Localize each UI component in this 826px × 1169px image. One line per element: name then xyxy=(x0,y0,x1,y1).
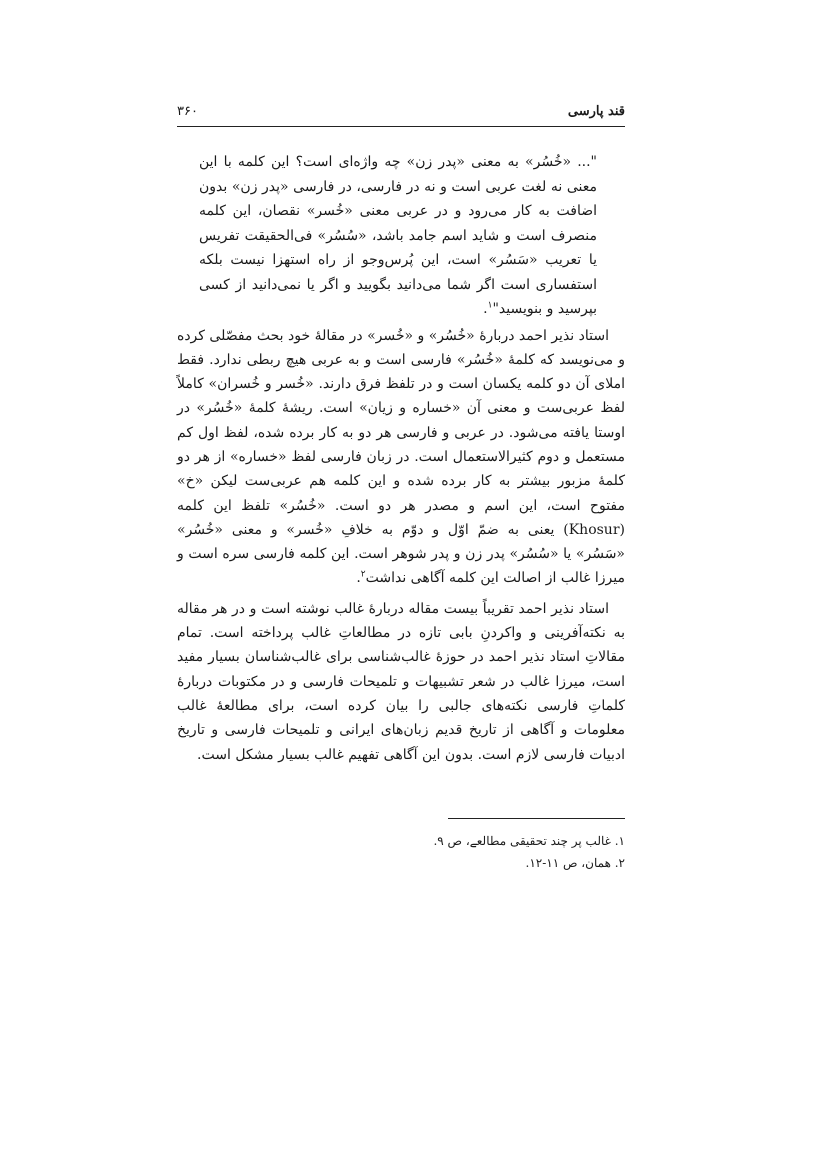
quote-text: "... «خُسُر» به معنی «پدر زن» چه واژه‌ای است؟ این کلمه با این معنی نه لغت عربی است و نه در فارسی، در فارسی «پدر زن» بدون اضافت به کار می‌رود و در عربی معنی «خُسر» نقصان، این کلمه منصرف است و شاید اسم جامد باشد، «سُسُر» فی‌الحقیقت تفریس یا تعریب «سَسُر» است، این پُرس‌وجو از راه استهزا نیست بلکه استفساری است اگر شما می‌دانید بگویید و اگر یا نمی‌دانید از کسی بپرسید و بنویسید" xyxy=(199,154,597,317)
body-text xyxy=(177,150,625,767)
footnote-ref: ۱ xyxy=(487,300,493,311)
running-head xyxy=(177,104,625,127)
quote-end: . xyxy=(483,301,488,317)
paragraph-text: استاد نذیر احمد دربارهٔ «خُسُر» و «خُسر» در مقالهٔ خود بحث مفصّلی کرده و می‌نویسد که کلمهٔ «خُسُر» فارسی است و به عربی هیچ ربطی ندارد. فقط املای آن دو کلمه یکسان است و در تلفظ فرق دارند. «خُسر و خُسران» کاملاً لفظ عربی‌ست و معنی آن «خساره و زیان» است. ریشهٔ کلمهٔ «خُسُر» در اوستا یافته می‌شود. در عربی و فارسی هر دو به کار برده شده، لفظ اول کم مستعمل و دوم کثیرالاستعمال است. در زبان فارسی لفظ «خساره» از هر دو کلمهٔ مزبور بیشتر به کار برده شده و این کلمه هم عربی‌ست لیکن «خ» مفتوح است، این اسم و مصدر هر دو است. «خُسُر» تلفظ این کلمه (Khosur) یعنی به ضمّ اوّل و دوّم به خلافِ «خُسر» و معنی «خُسُر» «سَسُر» یا «سُسُر» پدر زن و پدر شوهر است. این کلمه فارسی سره است و میرزا غالب از اصالت این کلمه آگاهی نداشت xyxy=(176,327,625,587)
journal-title: قند پارسی xyxy=(567,104,625,119)
paragraph-text: استاد نذیر احمد تقریباً بیست مقاله دربارهٔ غالب نوشته است و در هر مقاله به نکته‌آفرینی و واکردنِ بابی تازه در مطالعاتِ غالب پرداخته است. تمام مقالاتِ استاد نذیر احمد در حوزهٔ غالب‌شناسی برای غالب‌شناسان بسیار مفید است، میرزا غالب در شعر تشبیهات و تلمیحات فارسی و در مکتوبات دربارهٔ کلماتِ فارسی نکته‌های جالبی را بیان کرده است، برای مطالعهٔ غالب معلومات و آگاهی از تاریخ قدیم زبان‌های ایرانی و تلمیحات فارسی و تاریخ ادبیات فارسی لازم است. بدون این آگاهی تفهیم غالب بسیار مشکل است. xyxy=(177,600,625,763)
paragraph xyxy=(177,324,625,591)
footnote: ۱. غالب پر چند تحقیقی مطالعے، ص ۹. xyxy=(433,834,625,848)
footnote: ۲. همان، ص ۱۱-۱۲. xyxy=(525,856,625,870)
paragraph-end: . xyxy=(356,570,361,587)
footnote-divider xyxy=(448,818,625,819)
paragraph xyxy=(177,597,625,767)
page-number: ۳۶۰ xyxy=(177,104,198,119)
block-quote xyxy=(199,150,597,322)
footnote-ref: ۲ xyxy=(360,569,366,580)
footnotes xyxy=(177,830,625,874)
